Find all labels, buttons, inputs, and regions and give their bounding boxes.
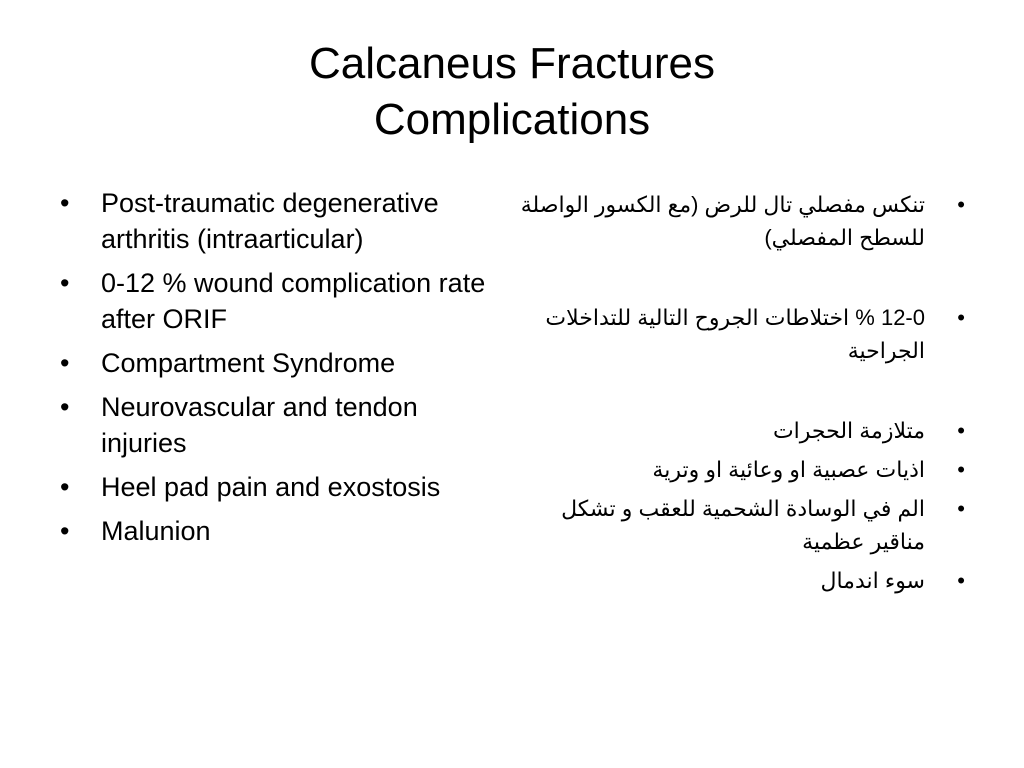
slide-title [112,36,912,148]
english-bullet-item: • Neurovascular and tendon injuries [60,389,500,461]
slide-title-line-2: Complications [373,95,651,144]
english-bullet-item: • Compartment Syndrome [60,345,500,381]
arabic-bullet-item: • الم في الوسادة الشحمية للعقب و تشكل مناقير عظمية [505,492,965,558]
arabic-bullet-item: • متلازمة الحجرات [505,414,965,447]
arabic-bullet-item: • سوء اندمال [505,564,965,597]
arabic-bullet-item: • تنكس مفصلي تال للرض (مع الكسور الواصلة للسطح المفصلي) [505,188,965,254]
english-bullet-item: • Post-traumatic degenerative arthritis (intraarticular) [60,185,500,257]
english-bullet-list [60,185,500,557]
arabic-bullet-item: • 12-0 % اختلاطات الجروح التالية للتداخلات الجراحية [505,301,965,367]
english-bullet-item: • 0-12 % wound complication rate after ORIF [60,265,500,337]
slide-title-line-1: Calcaneus Fractures [309,39,715,88]
english-bullet-item: • Heel pad pain and exostosis [60,469,500,505]
english-bullet-item: • Malunion [60,513,500,549]
arabic-bullet-item: • اذيات عصبية او وعائية او وترية [505,453,965,486]
arabic-bullet-list [505,188,965,603]
